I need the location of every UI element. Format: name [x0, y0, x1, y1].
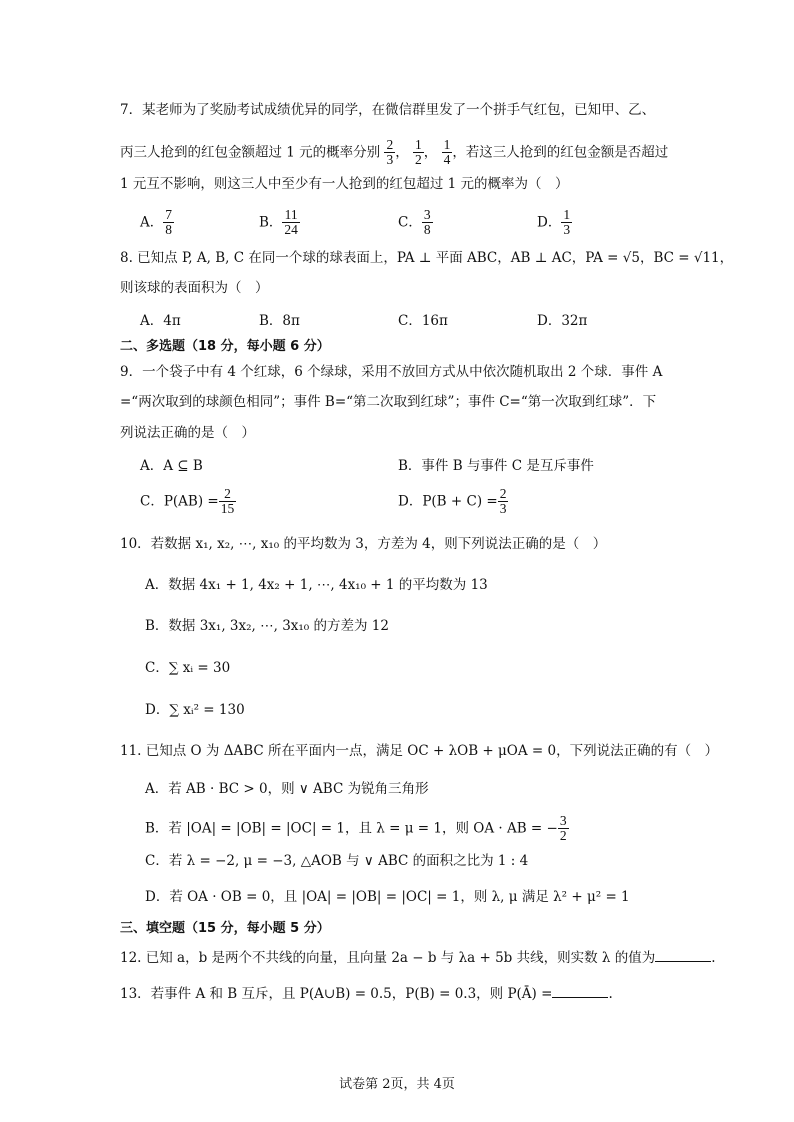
q7-prob-2: $\frac{1}{2}$	[415, 137, 422, 168]
q7-option-a: A． $\frac{7}{8}$	[140, 207, 172, 238]
section-heading-multiple-choice: 二、多选题（18 分，每小题 6 分）	[120, 339, 330, 354]
q11-option-c: C．若 λ = −2, μ = −3, △AOB 与 ∨ ABC 的面积之比为 1 : 4	[145, 853, 529, 869]
q9-line2: =“两次取到的球颜色相同”；事件 B=“第二次取到红球”；事件 C=“第一次取到红球”．下	[120, 394, 657, 410]
q13-text: 13．若事件 A 和 B 互斥，且 P(A∪B) = 0.5，P(B) = 0.3，则 P(Ā) =	[120, 986, 553, 1002]
q12-answer-blank[interactable]	[655, 949, 711, 962]
q10-option-a: A．数据 4x₁ + 1, 4x₂ + 1, ⋯, 4x₁₀ + 1 的平均数为 13	[145, 577, 488, 593]
q7-option-c: C． $\frac{3}{8}$	[398, 207, 431, 238]
q9-line3: 列说法正确的是（ ）	[120, 425, 255, 441]
q13-answer-blank[interactable]	[552, 985, 608, 998]
q11-option-b: B．若 |OA| = |OB| = |OC| = 1，且 λ = μ = 1，则 OA · AB = − $\frac{3}{2}$	[145, 813, 567, 844]
q10-stem: 10．若数据 x₁, x₂, ⋯, x₁₀ 的平均数为 3，方差为 4，则下列说法正确的是（ ）	[120, 536, 607, 552]
q10-option-d: D．∑ xᵢ² = 130	[145, 702, 245, 718]
q8-option-d: D．32π	[537, 313, 588, 329]
q9-option-c: C．P(AB) = $\frac{2}{15}$	[140, 486, 235, 517]
q9-option-a: A．A ⊆ B	[140, 458, 203, 474]
q7-line2-tail: ，若这三人抢到的红包金额是否超过	[452, 144, 669, 161]
q11-stem: 11. 已知点 O 为 ΔABC 所在平面内一点，满足 OC + λOB + μOA = 0，下列说法正确的有（ ）	[120, 743, 719, 759]
q13-line: 13．若事件 A 和 B 互斥，且 P(A∪B) = 0.5，P(B) = 0.3，则 P(Ā) = .	[120, 986, 613, 1002]
q7-prob-3: $\frac{1}{4}$	[443, 137, 451, 168]
q7-line2-text: 丙三人抢到的红包金额超过 1 元的概率分别	[120, 144, 381, 161]
q9-line1: 9．一个袋子中有 4 个红球，6 个绿球，采用不放回方式从中依次随机取出 2 个球．事件 A	[120, 364, 663, 380]
q11-option-d: D．若 OA · OB = 0，且 |OA| = |OB| = |OC| = 1，则 λ, μ 满足 λ² + μ² = 1	[145, 889, 630, 905]
q8-line2: 则该球的表面积为（ ）	[120, 280, 269, 296]
q7-option-b: B． $\frac{11}{24}$	[259, 207, 298, 238]
section-heading-fill-in: 三、填空题（15 分，每小题 5 分）	[120, 921, 330, 936]
q7-line3: 1 元互不影响，则这三人中至少有一人抢到的红包超过 1 元的概率为（ ）	[120, 176, 569, 192]
q8-option-a: A．4π	[140, 313, 181, 329]
q7-option-d: D． $\frac{1}{3}$	[537, 207, 571, 238]
q12-text: 12. 已知 a，b 是两个不共线的向量，且向量 2a − b 与 λa + 5b 共线，则实数 λ 的值为	[120, 950, 656, 966]
q7-prob-1: $\frac{2}{3}$	[386, 137, 394, 168]
q7-line1: 7．某老师为了奖励考试成绩优异的同学，在微信群里发了一个拼手气红包，已知甲、乙、	[120, 102, 656, 118]
q8-option-c: C．16π	[398, 313, 448, 329]
q9-option-d: D．P(B + C) = $\frac{2}{3}$	[398, 486, 507, 517]
q9-option-b: B．事件 B 与事件 C 是互斥事件	[398, 458, 594, 474]
q8-option-b: B．8π	[259, 313, 300, 329]
q10-option-b: B．数据 3x₁, 3x₂, ⋯, 3x₁₀ 的方差为 12	[145, 618, 389, 634]
q7-line2: 丙三人抢到的红包金额超过 1 元的概率分别 $\frac{2}{3}$ ， $\frac{1}{2}$ ， $\frac{1}{4}$ ，若这三人抢到的红包金额是否超过	[120, 137, 669, 168]
q11-option-a: A．若 AB · BC > 0，则 ∨ ABC 为锐角三角形	[145, 781, 429, 797]
q10-option-c: C．∑ xᵢ = 30	[145, 660, 231, 676]
page-footer: 试卷第 2页，共 4页	[339, 1077, 455, 1092]
q12-line: 12. 已知 a，b 是两个不共线的向量，且向量 2a − b 与 λa + 5b 共线，则实数 λ 的值为 .	[120, 950, 716, 966]
q8-line1: 8. 已知点 P, A, B, C 在同一个球的球表面上，PA ⊥ 平面 ABC，AB ⊥ AC，PA = √5，BC = √11，	[120, 250, 734, 266]
